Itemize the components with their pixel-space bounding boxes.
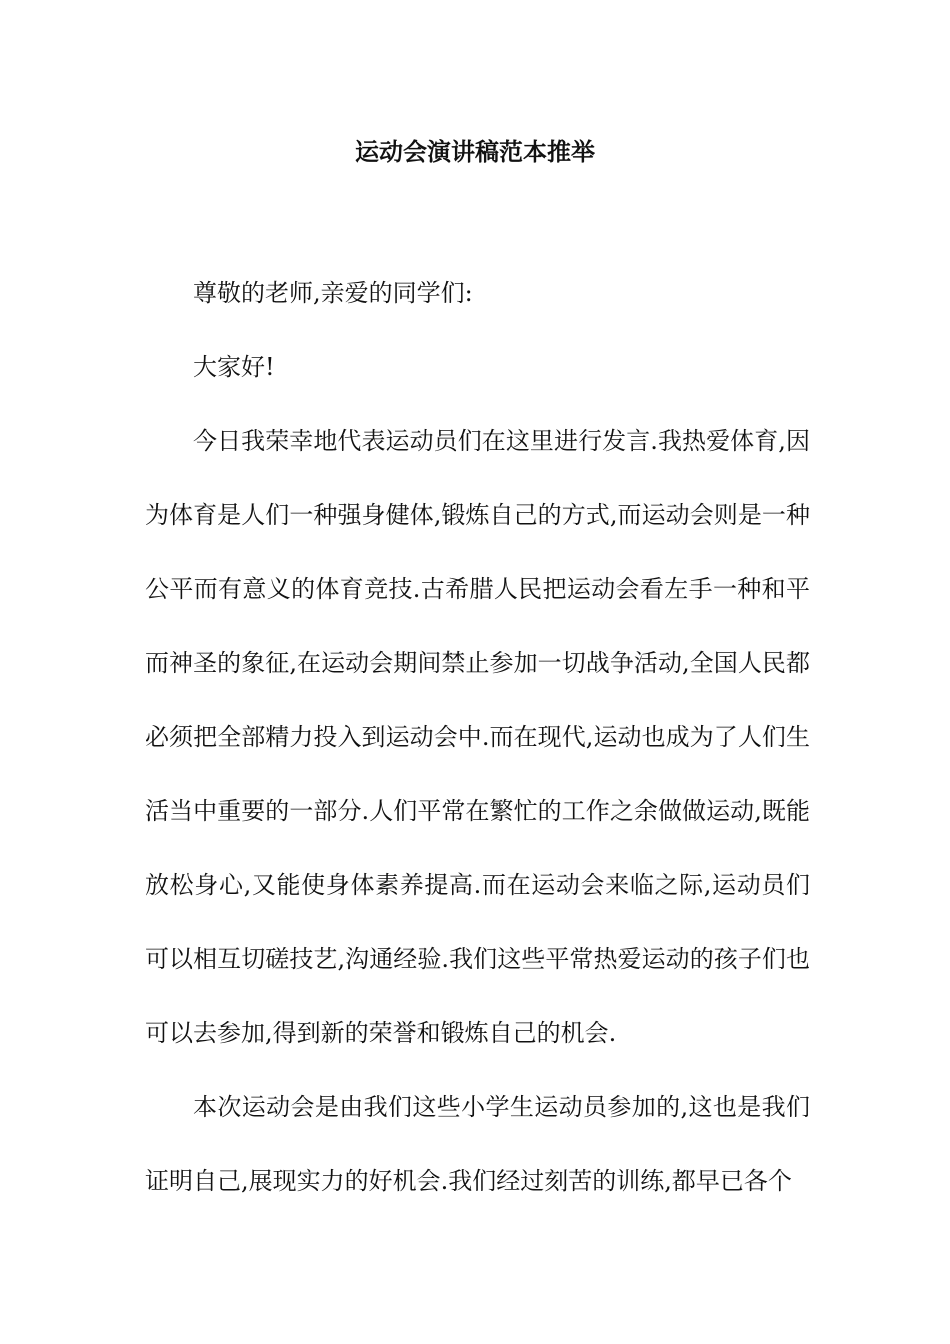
greeting-paragraph: 大家好! [193,353,275,381]
document-body [145,256,810,1218]
document-title: 运动会演讲稿范本推举 [355,137,595,166]
salutation-paragraph: 尊敬的老师,亲爱的同学们: [193,279,473,307]
body-paragraph: 本次运动会是由我们这些小学生运动员参加的,这也是我们证明自己,展现实力的好机会.我们经过刻苦的训练,都早已各个 [145,1093,810,1195]
body-paragraph: 今日我荣幸地代表运动员们在这里进行发言.我热爱体育,因为体育是人们一种强身健体,锻炼自己的方式,而运动会则是一种公平而有意义的体育竞技.古希腊人民把运动会看左手一种和平而神圣的象征,在运动会期间禁止参加一切战争活动,全国人民都必须把全部精力投入到运动会中.而在现代,运动也成为了人们生活当中重要的一部分.人们平常在繁忙的工作之余做做运动,既能放松身心,又能使身体素养提高.而在运动会来临之际,运动员们可以相互切磋技艺,沟通经验.我们这些平常热爱运动的孩子们也可以去参加,得到新的荣誉和锻炼自己的机会. [145,427,810,1047]
